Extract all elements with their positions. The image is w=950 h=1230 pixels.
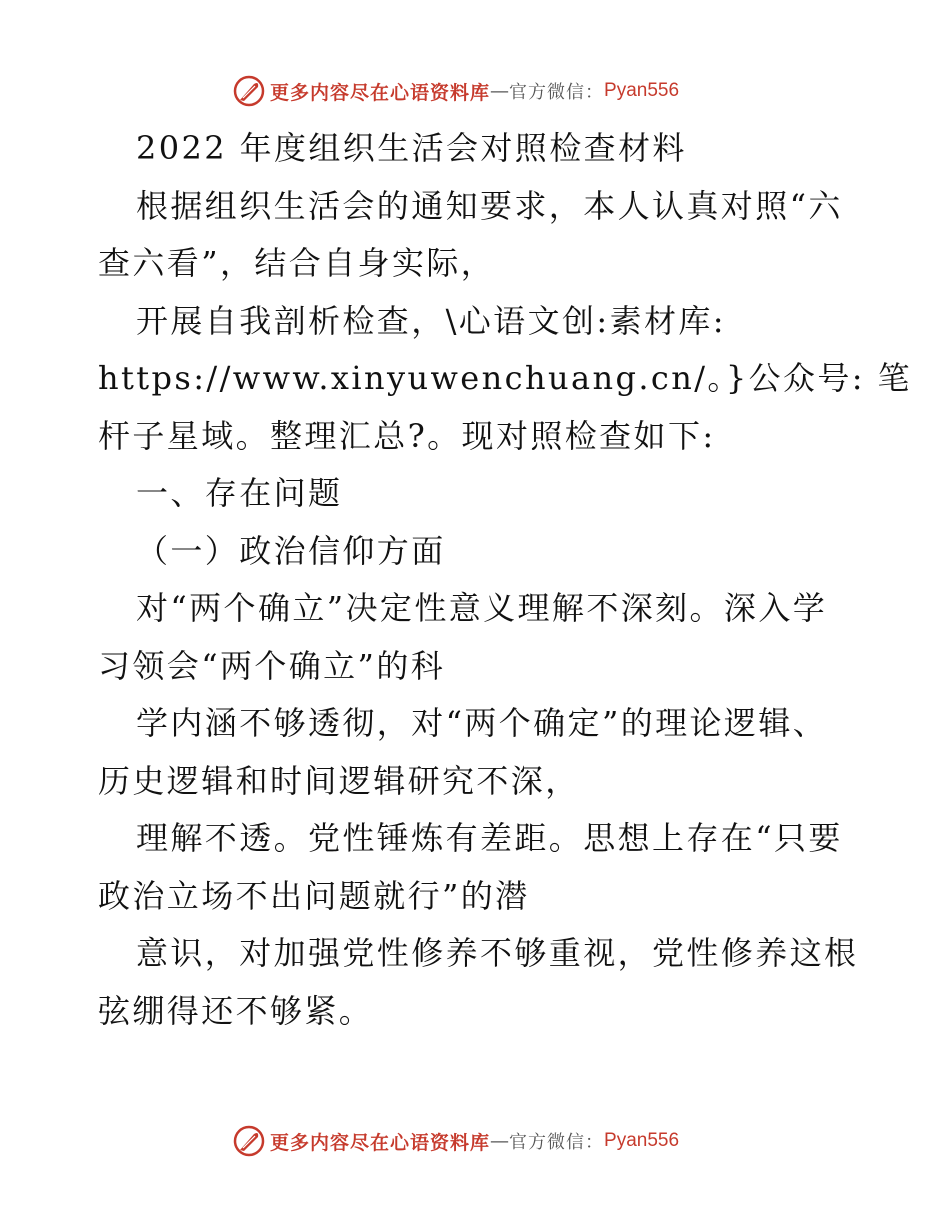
watermark-main-text: 更多内容尽在心语资料库 (270, 81, 491, 104)
watermark-separator: — (490, 1130, 510, 1152)
paragraph-line: 查六看”，结合自身实际， (98, 244, 496, 282)
quill-pen-logo-icon (232, 1124, 266, 1158)
watermark-wechat-id: Pyan556 (604, 80, 680, 101)
section-heading: 一、存在问题 (136, 474, 343, 512)
quill-pen-logo-icon (232, 74, 266, 108)
paragraph-line: 根据组织生活会的通知要求，本人认真对照“六 (136, 186, 843, 225)
paragraph-line: 理解不透。党性锤炼有差距。思想上存在“只要 (136, 819, 843, 857)
paragraph-line: 习领会“两个确立”的科 (98, 646, 446, 685)
paragraph-line: 历史逻辑和时间逻辑研究不深， (98, 761, 580, 800)
paragraph-line: 杆子星域。整理汇总?。现对照检查如下: (98, 416, 716, 455)
paragraph-line: 对“两个确立”决定性意义理解不深刻。深入学 (136, 589, 828, 627)
paragraph-line: 政治立场不出问题就行”的潜 (98, 876, 530, 915)
watermark-wechat-label: 官方微信： (509, 1132, 605, 1153)
paragraph-line: 意识，对加强党性修养不够重视，党性修养这根 (136, 934, 859, 972)
paragraph-line: 弦绷得还不够紧。 (98, 991, 374, 1030)
watermark-separator: — (490, 80, 510, 102)
paragraph-line: 开展自我剖析检查，\心语文创:素材库: (136, 301, 726, 340)
watermark-wechat-id: Pyan556 (604, 1130, 680, 1151)
document-title: 2022 年度组织生活会对照检查材料 (136, 129, 687, 167)
watermark-main-text: 更多内容尽在心语资料库 (270, 1131, 491, 1154)
watermark-wechat-label: 官方微信： (509, 82, 605, 103)
subsection-heading: （一）政治信仰方面 (136, 531, 446, 570)
document-body (98, 120, 912, 1040)
paragraph-line: 学内涵不够透彻，对“两个确定”的理论逻辑、 (136, 704, 828, 742)
footer-watermark (232, 1121, 679, 1161)
header-watermark (232, 71, 679, 111)
paragraph-line: https://www.xinyuwenchuang.cn/。}公众号: 笔 (98, 359, 912, 397)
